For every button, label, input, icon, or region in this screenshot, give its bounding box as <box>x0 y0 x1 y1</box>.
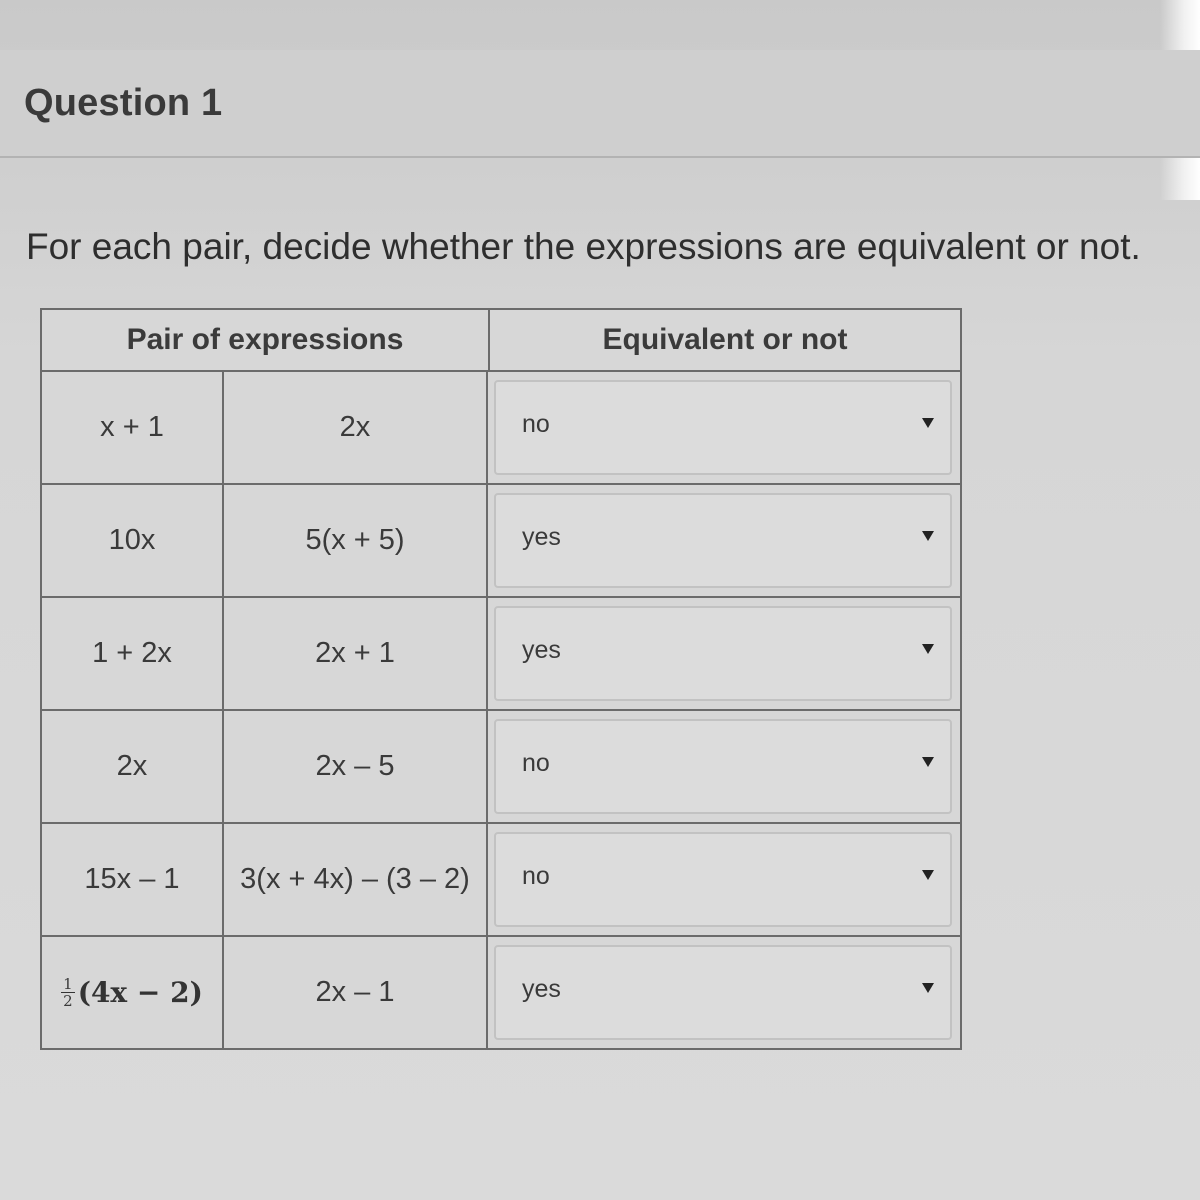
table-header-row <box>42 310 960 372</box>
table-row <box>42 372 960 485</box>
caret-down-icon <box>922 983 934 993</box>
equivalence-cell <box>488 824 960 935</box>
expression-a: 2x <box>42 711 224 822</box>
equivalence-dropdown[interactable] <box>494 380 952 475</box>
header-pair-of-expressions: Pair of expressions <box>42 310 490 370</box>
dropdown-selected-value: no <box>522 749 550 777</box>
caret-down-icon <box>922 644 934 654</box>
dropdown-selected-value: yes <box>522 523 561 551</box>
dropdown-selected-value: yes <box>522 975 561 1003</box>
dropdown-selected-value: no <box>522 410 550 438</box>
expression-a-rest: (4x − 2) <box>77 976 203 1009</box>
equivalence-cell <box>488 598 960 709</box>
header-equivalent-or-not: Equivalent or not <box>602 323 848 356</box>
caret-down-icon <box>922 418 934 428</box>
caret-down-icon <box>922 757 934 767</box>
table-row <box>42 711 960 824</box>
fraction-numerator: 1 <box>63 975 73 993</box>
expression-b: 3(x + 4x) – (3 – 2) <box>224 824 488 935</box>
equivalence-dropdown[interactable] <box>494 606 952 701</box>
question-header <box>0 50 1200 158</box>
expressions-table <box>40 308 962 1050</box>
equivalence-dropdown[interactable] <box>494 945 952 1040</box>
equivalence-dropdown[interactable] <box>494 719 952 814</box>
expression-a: 10x <box>42 485 224 596</box>
table-row <box>42 485 960 598</box>
equivalence-cell <box>488 937 960 1048</box>
fraction-denominator: 2 <box>63 992 73 1010</box>
expression-b: 2x – 5 <box>224 711 488 822</box>
fraction-one-half <box>61 976 75 1009</box>
question-title: Question 1 <box>24 82 223 124</box>
expression-a <box>42 937 224 1048</box>
caret-down-icon <box>922 870 934 880</box>
equivalence-cell <box>488 485 960 596</box>
question-prompt: For each pair, decide whether the expressions are equivalent or not. <box>26 226 1141 267</box>
dropdown-selected-value: yes <box>522 636 561 664</box>
expression-a: 15x – 1 <box>42 824 224 935</box>
dropdown-selected-value: no <box>522 862 550 890</box>
expression-b: 2x – 1 <box>224 937 488 1048</box>
expression-a: 1 + 2x <box>42 598 224 709</box>
equivalence-cell <box>488 711 960 822</box>
expression-b: 5(x + 5) <box>224 485 488 596</box>
expression-b: 2x <box>224 372 488 483</box>
caret-down-icon <box>922 531 934 541</box>
equivalence-dropdown[interactable] <box>494 493 952 588</box>
equivalence-cell <box>488 372 960 483</box>
expression-b: 2x + 1 <box>224 598 488 709</box>
table-row <box>42 937 960 1048</box>
equivalence-dropdown[interactable] <box>494 832 952 927</box>
table-row <box>42 824 960 937</box>
table-row <box>42 598 960 711</box>
expression-a: x + 1 <box>42 372 224 483</box>
